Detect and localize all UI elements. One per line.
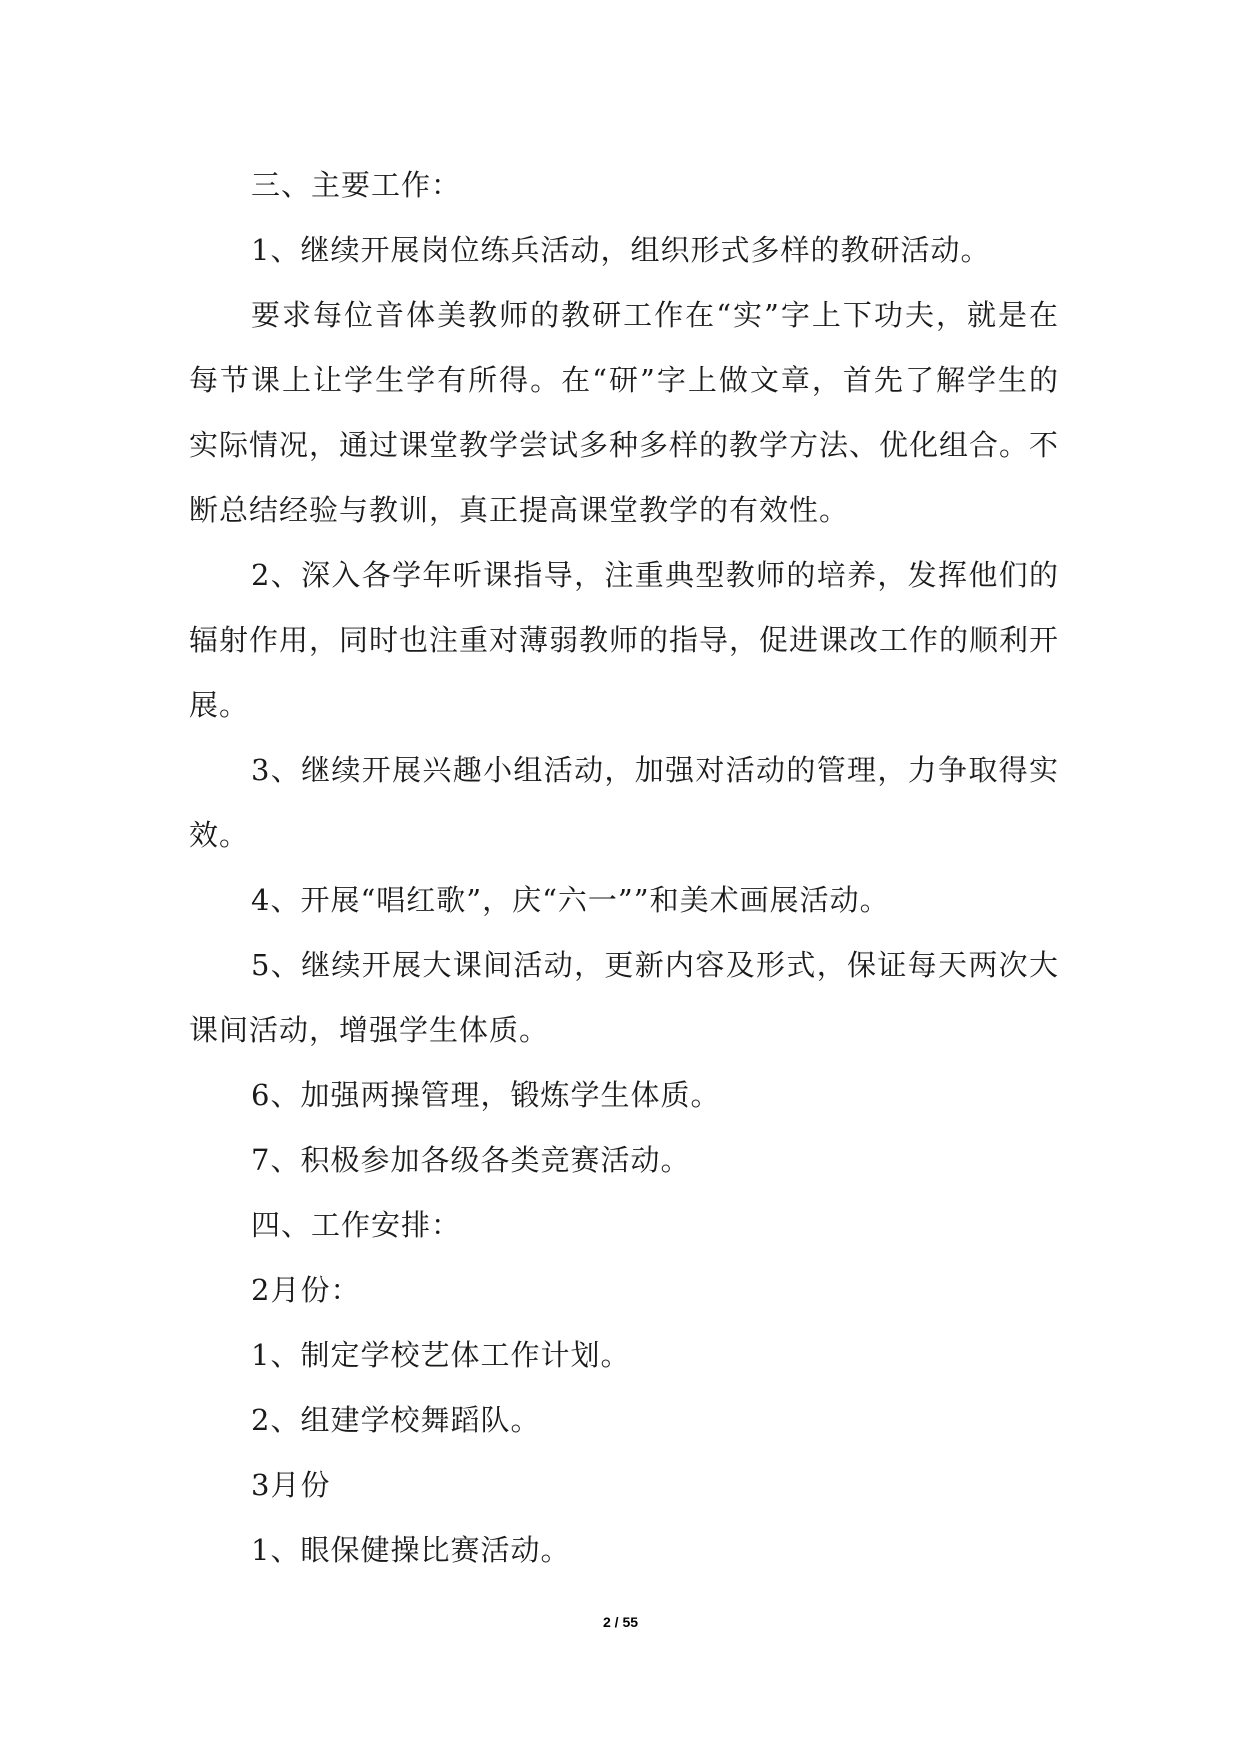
paragraph-item-5: 5、继续开展大课间活动，更新内容及形式，保证每天两次大课间活动，增强学生体质。 xyxy=(189,948,1059,1047)
section-heading-work-schedule: 四、工作安排： xyxy=(251,1208,462,1242)
schedule-month-february: 2月份： xyxy=(251,1273,361,1307)
paragraph-item-4: 4、开展“唱红歌”，庆“六一””和美术画展活动。 xyxy=(251,883,890,917)
schedule-mar-item-1: 1、眼保健操比赛活动。 xyxy=(251,1533,571,1567)
paragraph-item-6: 6、加强两操管理，锻炼学生体质。 xyxy=(251,1078,721,1112)
paragraph-item-1-detail: 要求每位音体美教师的教研工作在“实”字上下功夫，就是在每节课上让学生学有所得。在“研”字上做文章，首先了解学生的实际情况，通过课堂教学尝试多种多样的教学方法、优化组合。不断总结经验与教训，真正提高课堂教学的有效性。 xyxy=(189,298,1060,527)
document-body xyxy=(189,153,1059,1583)
paragraph-item-7: 7、积极参加各级各类竞赛活动。 xyxy=(251,1143,691,1177)
paragraph-item-1: 1、继续开展岗位练兵活动，组织形式多样的教研活动。 xyxy=(251,233,991,267)
schedule-feb-item-2: 2、组建学校舞蹈队。 xyxy=(251,1403,541,1437)
schedule-feb-item-1: 1、制定学校艺体工作计划。 xyxy=(251,1338,631,1372)
page-number: 2 / 55 xyxy=(602,1614,639,1630)
schedule-month-march: 3月份 xyxy=(251,1468,331,1502)
paragraph-item-2: 2、深入各学年听课指导，注重典型教师的培养，发挥他们的辐射作用，同时也注重对薄弱教师的指导，促进课改工作的顺利开展。 xyxy=(189,558,1060,722)
section-heading-main-work: 三、主要工作： xyxy=(251,168,462,202)
paragraph-item-3: 3、继续开展兴趣小组活动，加强对活动的管理，力争取得实效。 xyxy=(189,753,1059,852)
